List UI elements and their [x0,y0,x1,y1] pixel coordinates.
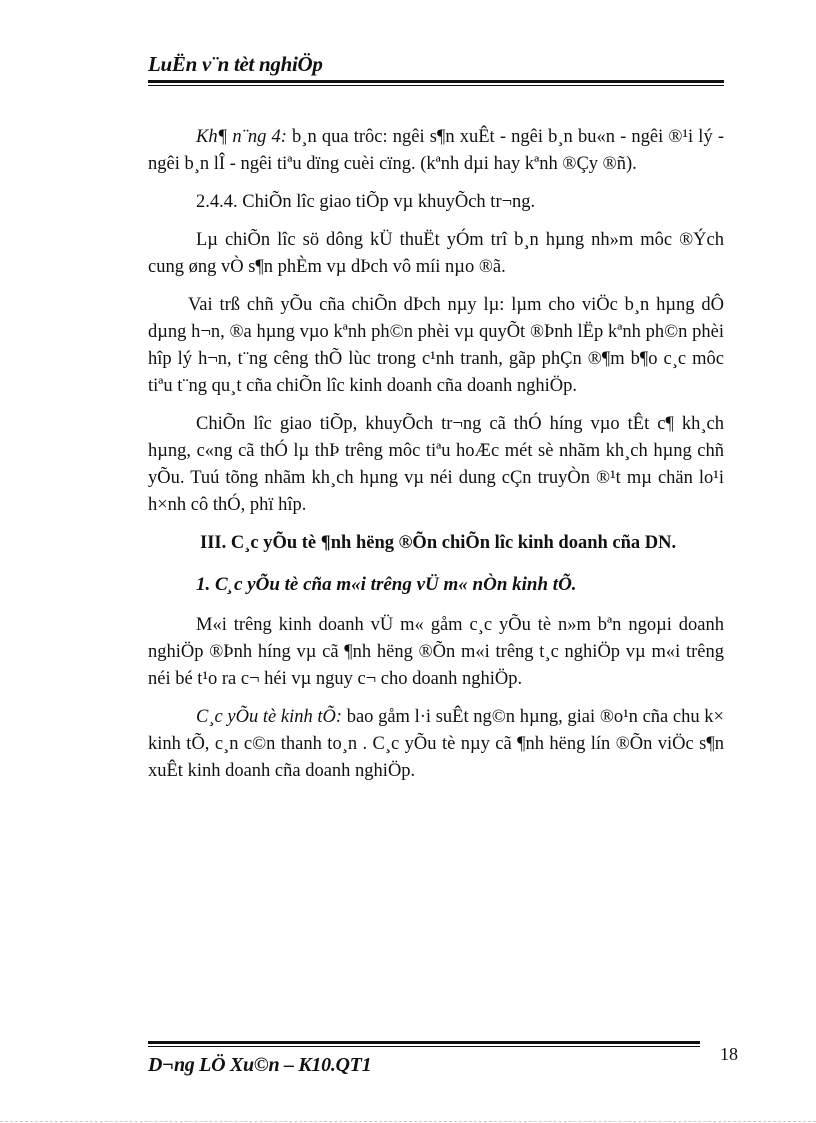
header-rule-thick [148,80,724,83]
paragraph-text: b¸n qua trôc: ngêi s¶n xuÊt - ngêi b¸n bu«n - ngêi ®¹i lý - ngêi b¸n lÎ - ngêi tiªu dïng cuèi cïng. (kªnh dµi hay kªnh ®Çy ®ñ). [148,127,724,174]
paragraph-strategy-definition: Lµ chiÕn lîc sö dông kÜ thuËt yÓm trî b¸n hµng nh»m môc ®Ých cung øng vÒ s¶n phÈm vµ dÞch vô míi nµo ®ã. [148,230,724,277]
footer-rule-thin [148,1046,700,1047]
paragraph-economic-factors [148,704,724,785]
running-header-title: LuËn v¨n tèt nghiÖp [148,52,323,76]
footer-author: D¬ng LÖ Xu©n – K10.QT1 [148,1054,372,1076]
footer-rule-thick [148,1041,700,1044]
header-rule-thin [148,85,724,86]
paragraph-strategy-target: ChiÕn lîc giao tiÕp, khuyÕch tr¬ng cã thÓ híng vµo tÊt c¶ kh¸ch hµng, c«ng cã thÓ lµ thÞ trêng môc tiªu hoÆc mét sè nhãm kh¸ch hµng chñ yÕu. Tuú tõng nhãm kh¸ch hµng vµ néi dung cÇn truyÒn ®¹t mµ chän lo¹i h×nh cô thÓ, phï hîp. [148,414,724,515]
subsection-heading-2-4-4: 2.4.4. ChiÕn lîc giao tiÕp vµ khuyÕch tr¬ng. [196,192,536,212]
section-heading-iii: III. C¸c yÕu tè ¶nh hëng ®Õn chiÕn lîc kinh doanh cña DN. [200,533,677,553]
paragraph-lead: C¸c yÕu tè kinh tÕ: [196,707,343,727]
section-heading-1: 1. C¸c yÕu tè cña m«i trêng vÜ m« nÒn kinh tÕ. [196,574,577,595]
body-text [148,124,724,796]
paragraph-text: bao gåm l·i suÊt ng©n hµng, giai ®o¹n cña chu k× kinh tÕ, c¸n c©n thanh to¸n . C¸c yÕu tè nµy cã ¶nh hëng lín ®Õn viÖc s¶n xuÊt kinh doanh cña doanh nghiÖp. [148,707,724,781]
page-edge-line [0,1121,816,1122]
paragraph-option-4 [148,124,724,178]
paragraph-macro-environment: M«i trêng kinh doanh vÜ m« gåm c¸c yÕu tè n»m bªn ngoµi doanh nghiÖp ®Þnh híng vµ cã ¶nh hëng ®Õn m«i trêng t¸c nghiÖp vµ m«i trêng néi bé t¹o ra c¬ héi vµ nguy c¬ cho doanh nghiÖp. [148,615,724,689]
page-number: 18 [720,1044,738,1064]
paragraph-strategy-role: Vai trß chñ yÕu cña chiÕn dÞch nµy lµ: lµm cho viÖc b¸n hµng dÔ dµng h¬n, ®a hµng vµo kªnh ph©n phèi vµ quyÕt ®Þnh lËp kªnh ph©n phèi hîp lý h¬n, t¨ng cêng thÕ lùc trong c¹nh tranh, gãp phÇn ®¶m b¶o c¸c môc tiªu t¨ng qu¸t cña chiÕn lîc kinh doanh cña doanh nghiÖp. [148,295,724,396]
paragraph-lead: Kh¶ n¨ng 4: [196,127,287,147]
